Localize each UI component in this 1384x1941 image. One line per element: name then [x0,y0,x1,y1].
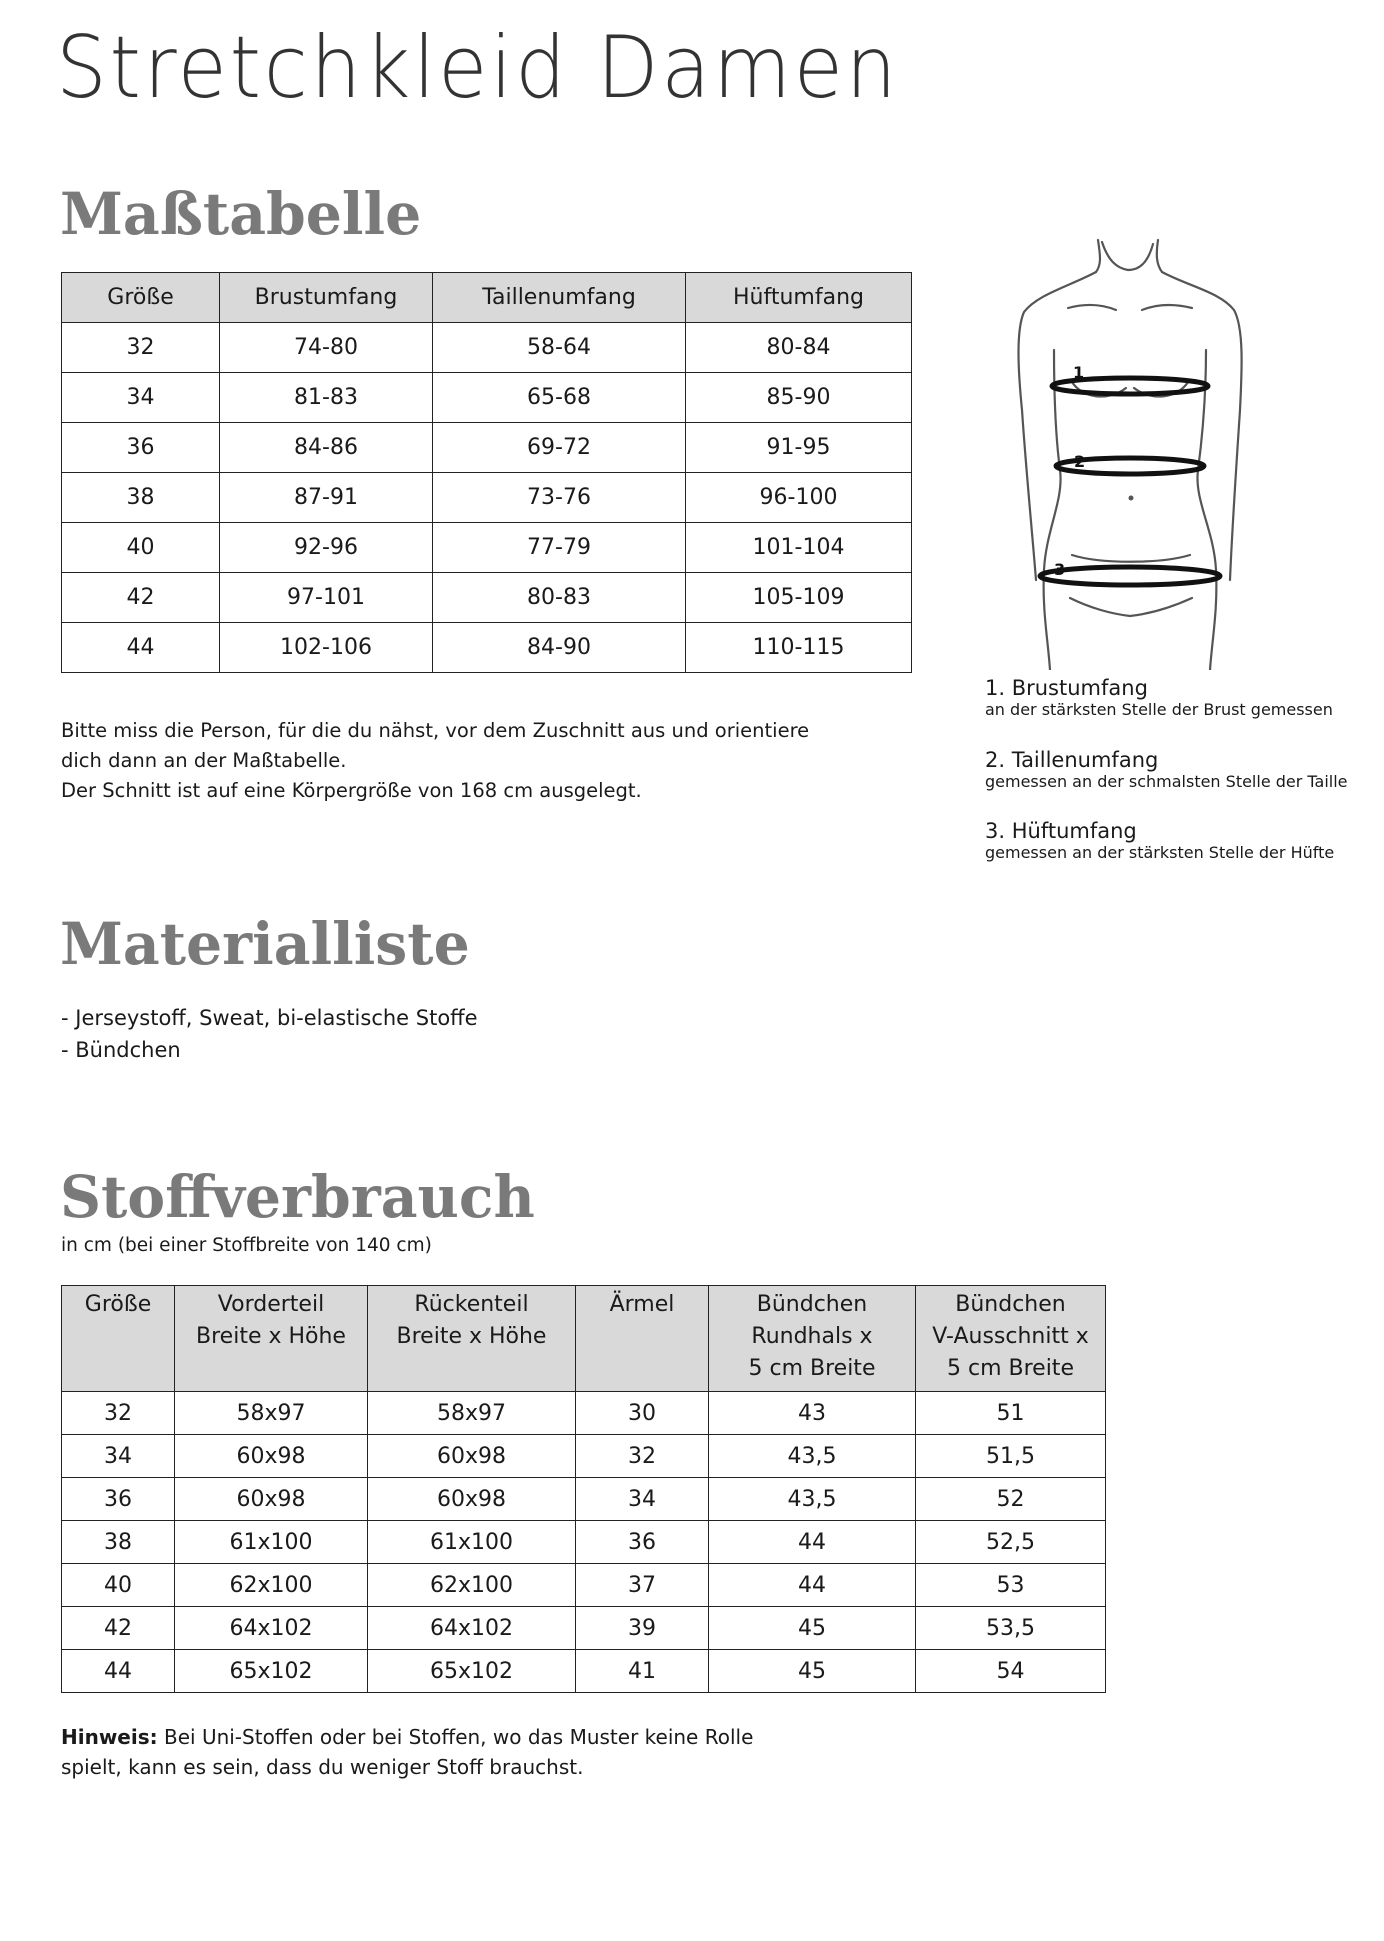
stoff-heading: Stoffverbrauch [60,1163,535,1231]
table-cell: 105-109 [686,573,912,623]
table-row [62,1392,1106,1435]
table-cell: 44 [709,1564,916,1607]
table-cell: 43,5 [709,1435,916,1478]
table-row [62,1521,1106,1564]
table-row [62,1607,1106,1650]
column-header [62,1286,175,1392]
table-row [62,1564,1106,1607]
note-line: dich dann an der Maßtabelle. [61,749,347,772]
table-cell: 45 [709,1607,916,1650]
table-cell: 77-79 [433,523,686,573]
hint-line: spielt, kann es sein, dass du weniger Stoff brauchst. [61,1755,584,1779]
table-cell: 42 [62,573,220,623]
table-cell: 91-95 [686,423,912,473]
fabric-table-header [62,1286,1106,1392]
table-cell: 52 [916,1478,1106,1521]
table-cell: 41 [576,1650,709,1693]
column-header-line: Breite x Höhe [196,1324,346,1349]
column-header-line: Rundhals x [751,1324,873,1349]
column-header: Taillenumfang [433,273,686,323]
size-table [61,272,912,673]
column-header [175,1286,368,1392]
table-cell: 69-72 [433,423,686,473]
table-cell: 51,5 [916,1435,1106,1478]
column-header: Hüftumfang [686,273,912,323]
list-item: - Bündchen [61,1038,181,1062]
table-row [62,523,912,573]
column-header [576,1286,709,1392]
body-measurement-figure [1010,230,1280,670]
hint-note [61,1722,753,1782]
figure-legend [985,676,1380,862]
table-cell: 92-96 [220,523,433,573]
legend-item [985,819,1380,862]
table-cell: 62x100 [368,1564,576,1607]
table-cell: 52,5 [916,1521,1106,1564]
table-cell: 87-91 [220,473,433,523]
stoff-subheading: in cm (bei einer Stoffbreite von 140 cm) [61,1235,432,1256]
table-cell: 97-101 [220,573,433,623]
navel-dot [1129,496,1134,501]
table-cell: 34 [62,373,220,423]
table-row [62,1650,1106,1693]
table-cell: 43 [709,1392,916,1435]
table-cell: 85-90 [686,373,912,423]
column-header [709,1286,916,1392]
column-header: Größe [62,273,220,323]
column-header-line: Breite x Höhe [396,1324,547,1349]
table-cell: 58x97 [368,1392,576,1435]
legend-title: 1. Brustumfang [985,676,1148,700]
column-header-line: Bündchen [756,1292,868,1317]
table-cell: 38 [62,473,220,523]
mass-note [61,716,809,806]
marker-2: 2 [1074,452,1086,471]
legend-title: 2. Taillenumfang [985,748,1159,772]
legend-sub: an der stärksten Stelle der Brust gemessen [985,700,1333,719]
marker-3: 3 [1054,560,1066,579]
table-cell: 45 [709,1650,916,1693]
legend-sub: gemessen an der stärksten Stelle der Hüfte [985,843,1335,862]
table-cell: 32 [576,1435,709,1478]
table-cell: 40 [62,523,220,573]
table-cell: 101-104 [686,523,912,573]
note-line: Bitte miss die Person, für die du nähst, vor dem Zuschnitt aus und orientiere [61,719,810,742]
marker-1: 1 [1073,363,1085,382]
table-row [62,423,912,473]
table-cell: 32 [62,1392,175,1435]
column-header-line: V-Ausschnitt x [932,1324,1089,1349]
table-cell: 36 [62,423,220,473]
material-heading: Materialliste [60,910,470,978]
table-cell: 37 [576,1564,709,1607]
table-cell: 34 [62,1435,175,1478]
table-cell: 60x98 [368,1478,576,1521]
fabric-table [61,1285,1106,1693]
table-cell: 32 [62,323,220,373]
table-cell: 64x102 [175,1607,368,1650]
table-cell: 43,5 [709,1478,916,1521]
column-header-line: Vorderteil [217,1292,325,1317]
table-cell: 53,5 [916,1607,1106,1650]
hint-line: Bei Uni-Stoffen oder bei Stoffen, wo das Muster keine Rolle [164,1725,754,1749]
legend-title: 3. Hüftumfang [985,819,1137,843]
table-cell: 74-80 [220,323,433,373]
size-table-header [62,273,912,323]
legend-sub: gemessen an der schmalsten Stelle der Taille [985,772,1348,791]
table-cell: 58-64 [433,323,686,373]
table-cell: 61x100 [175,1521,368,1564]
table-cell: 61x100 [368,1521,576,1564]
table-cell: 81-83 [220,373,433,423]
table-cell: 65x102 [368,1650,576,1693]
column-header-line: Ärmel [609,1292,675,1317]
table-cell: 44 [62,1650,175,1693]
column-header-line: Größe [84,1292,152,1317]
table-cell: 51 [916,1392,1106,1435]
table-cell: 80-83 [433,573,686,623]
table-cell: 54 [916,1650,1106,1693]
hip-measure-line [1040,567,1220,585]
table-cell: 38 [62,1521,175,1564]
table-cell: 110-115 [686,623,912,673]
table-cell: 58x97 [175,1392,368,1435]
legend-item [985,748,1380,819]
table-cell: 40 [62,1564,175,1607]
table-cell: 36 [62,1478,175,1521]
note-line: Der Schnitt ist auf eine Körpergröße von 168 cm ausgelegt. [61,779,642,802]
list-item: - Jerseystoff, Sweat, bi-elastische Stoffe [61,1006,478,1030]
table-cell: 53 [916,1564,1106,1607]
table-row [62,323,912,373]
table-cell: 39 [576,1607,709,1650]
column-header-line: 5 cm Breite [748,1356,876,1381]
table-cell: 44 [62,623,220,673]
table-cell: 84-86 [220,423,433,473]
mass-heading: Maßtabelle [60,180,422,248]
table-cell: 102-106 [220,623,433,673]
table-cell: 73-76 [433,473,686,523]
table-cell: 96-100 [686,473,912,523]
table-cell: 44 [709,1521,916,1564]
table-cell: 60x98 [175,1478,368,1521]
column-header-line: Rückenteil [414,1292,529,1317]
table-cell: 34 [576,1478,709,1521]
table-cell: 62x100 [175,1564,368,1607]
table-cell: 65x102 [175,1650,368,1693]
table-row [62,1478,1106,1521]
material-list [61,1002,478,1066]
table-cell: 65-68 [433,373,686,423]
column-header [916,1286,1106,1392]
table-row [62,373,912,423]
table-cell: 84-90 [433,623,686,673]
column-header-line: Bündchen [955,1292,1066,1317]
table-row [62,623,912,673]
table-cell: 42 [62,1607,175,1650]
legend-item [985,676,1380,748]
column-header: Brustumfang [220,273,433,323]
table-cell: 60x98 [175,1435,368,1478]
table-row [62,1435,1106,1478]
table-cell: 64x102 [368,1607,576,1650]
hint-label: Hinweis: [61,1725,158,1749]
table-cell: 36 [576,1521,709,1564]
table-row [62,473,912,523]
column-header-line: 5 cm Breite [947,1356,1074,1381]
table-cell: 60x98 [368,1435,576,1478]
page-title: Stretchkleid Damen [56,18,900,118]
table-row [62,573,912,623]
column-header [368,1286,576,1392]
table-cell: 30 [576,1392,709,1435]
table-cell: 80-84 [686,323,912,373]
